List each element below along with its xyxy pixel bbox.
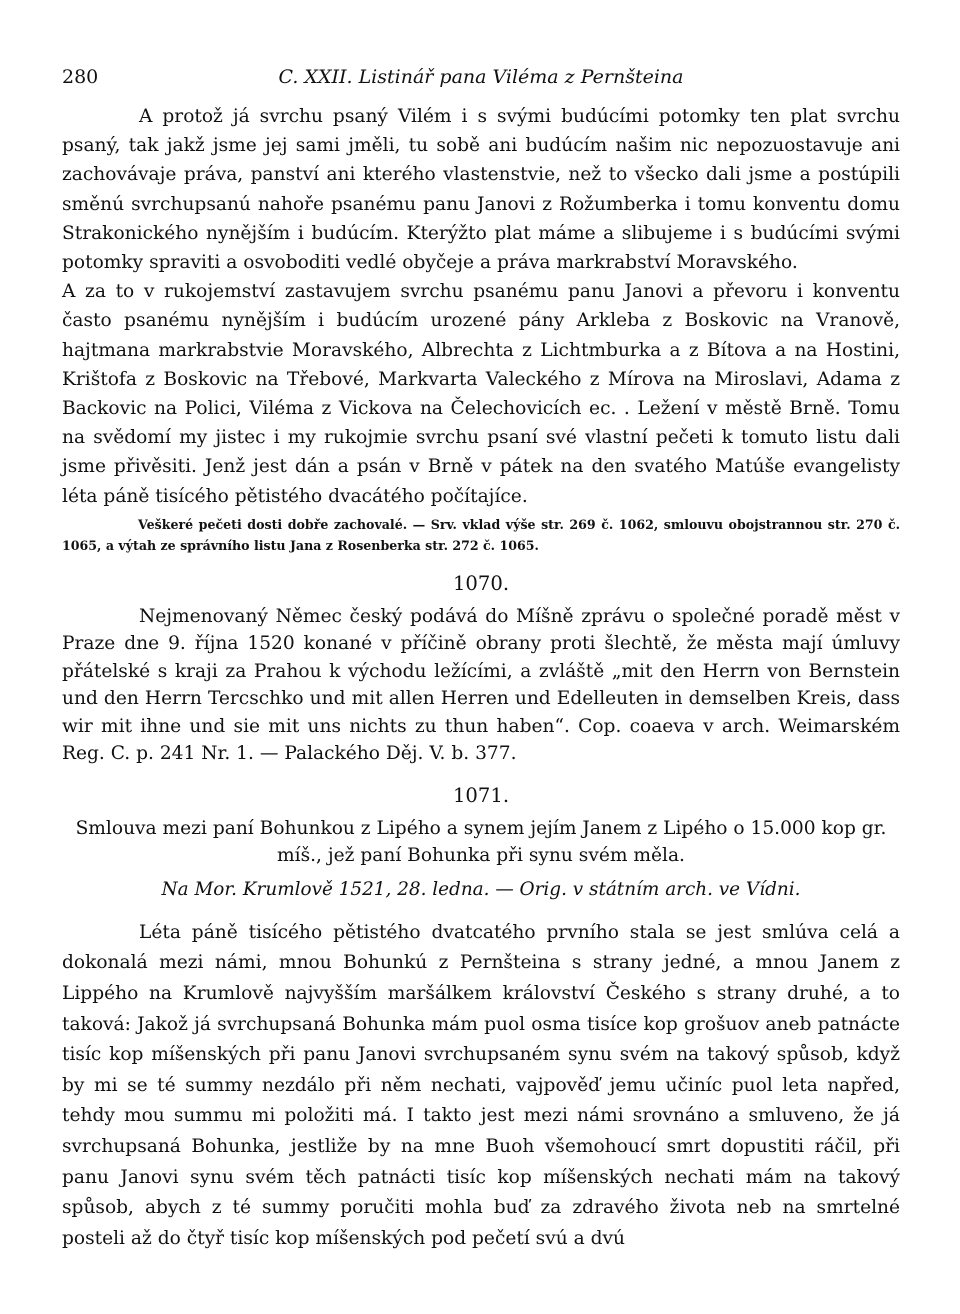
document-number-1071: 1071. [452, 783, 510, 807]
footnote: Veškeré pečeti dosti dobře zachovalé. — Srv. vklad výše str. 269 č. 1062, smlouvu obojstrannou str. 270 č. 1065, a výtah ze správního listu Jana z Rosenberka str. 272 č. 1065. [62, 516, 900, 553]
document-text-1071: Léta páně tisícého pětistého dvatcatého prvního stala se jest smlúva celá a dokonalá mezi námi, mnou Bohunkú z Pernšteina s strany jedné, a mnou Janem z Lippého na Krumlově najvyšším maršálkem království Českého s strany druhé, a to taková: Jakož já svrchupsaná Bohunka mám puol osma tisíce kop grošuov aneb patnácte tisíc kop míšenských při panu Janovi svrchupsaném synu svém na takový spůsob, když by mi se té summy nezdálo při něm nechati, vajpověď jemu učiníc puol leta napřed, tehdy mou summu mi položiti má. I takto jest mezi námi srovnáno a smluveno, že já svrchupsaná Bohunka, jestliže by na mne Buoh všemohoucí smrt dopustiti ráčil, při panu Janovi synu svém těch patnácti tisíc kop míšenských nechati mám na takový spůsob, abych z té summy poručiti mohla buď za zdravého života neb na smrtelné posteli až do čtyř tisíc kop míšenských pod pečetí svú a dvú [62, 921, 900, 1249]
running-title: C. XXII. Listinář pana Viléma z Pernšteina [278, 66, 684, 88]
regest-1070: Nejmenovaný Němec český podává do Míšně zprávu o společné poradě měst v Praze dne 9. října 1520 konané v příčině obrany proti šlechtě, že města mají úmluvy přátelské s kraji za Prahou k východu ležícími, a zvláště „mit den Herrn von Bernstein und den Herrn Tercschko und mit allen Herren und Edelleuten in demselben Kreis, dass wir mit ihne und sie mit uns nichts zu thun haben“. Cop. coaeva v arch. Weimarském Reg. C. p. 241 Nr. 1. — Palackého Děj. V. b. 377. [62, 605, 900, 765]
paragraph-2: A za to v rukojemství zastavujem svrchu psanému panu Janovi a převoru i konventu často psanému nynějším i budúcím urozené pány Arkleba z Boskovic na Vranově, hajtmana markrabstvie Moravského, Albrechta z Lichtmburka a z Bítova a na Hostini, Krištofa z Boskovic na Třebové, Markvarta Valeckého z Mírova na Miroslavi, Adama z Backovic na Polici, Viléma z Vickova na Čelechovicích ec. . Ležení v městě Brně. Tomu na svědomí my jistec i my rukojmie svrchu psaní své vlastní pečeti k tomuto listu dali jsme přivěsiti. Jenž jest dán a psán v Brně v pátek na den svatého Matúše evangelisty léta páně tisícého pětistého dvacátého počítajíce. [62, 281, 900, 507]
regest-1071: Smlouva mezi paní Bohunkou z Lipého a synem jejím Janem z Lipého o 15.000 kop gr. míš., jež paní Bohunka při synu svém měla. [75, 817, 887, 867]
source-line-1071: Na Mor. Krumlově 1521, 28. ledna. — Orig. v státním arch. ve Vídni. [161, 878, 801, 900]
paragraph-1: A protož já svrchu psaný Vilém i s svými budúcími potomky ten plat svrchu psaný, tak jakž jsme jej sami jměli, tu sobě ani budúcím našim nic nepozuostavuje ani zachovávaje práva, panství ani kterého vlastenstvie, než to všecko dali jsme a postúpili směnú svrchupsanú nahoře psanému panu Janovi z Rožumberka i tomu konventu domu Strakonického nynějším i budúcím. Kterýžto plat máme a slibujeme i s budúcími svými potomky spraviti a osvoboditi vedlé obyčeje a práva markrabství Moravského. [62, 106, 900, 274]
document-number-1070: 1070. [452, 571, 510, 595]
running-head [62, 62, 900, 102]
page-number: 280 [62, 66, 99, 88]
